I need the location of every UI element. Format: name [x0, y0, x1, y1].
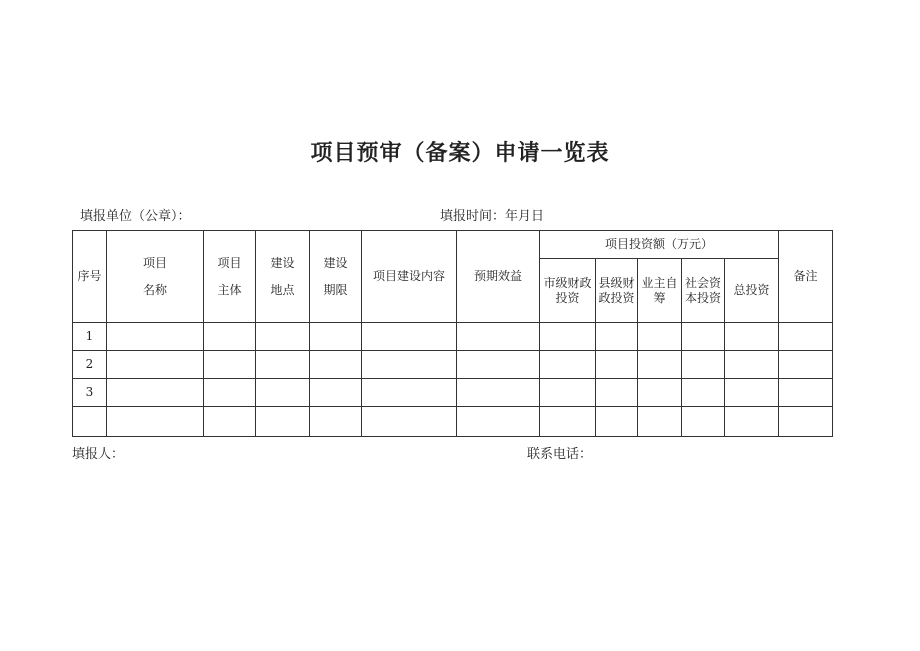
header-project-subject: 项目 主体	[204, 231, 256, 323]
page-title: 项目预审（备案）申请一览表	[310, 141, 610, 166]
unit-label: 填报单位（公章）：	[80, 209, 191, 224]
header-county-investment: 县级财 政投资	[596, 259, 638, 323]
header-build-location: 建设 地点	[256, 231, 310, 323]
header-expected-benefit: 预期效益	[457, 231, 540, 323]
header-build-content: 项目建设内容	[362, 231, 457, 323]
table-row	[73, 407, 833, 437]
table-row	[73, 379, 833, 407]
row-number: 3	[73, 379, 107, 407]
time-label: 填报时间：年月日	[440, 209, 545, 224]
header-city-investment: 市级财政 投资	[540, 259, 596, 323]
header-remark: 备注	[779, 231, 833, 323]
row-number: 2	[73, 351, 107, 379]
header-project-name: 项目 名称	[107, 231, 204, 323]
header-build-period: 建设 期限	[310, 231, 362, 323]
header-social-capital: 社会资 本投资	[682, 259, 725, 323]
row-number: 1	[73, 323, 107, 351]
table-row	[73, 323, 833, 351]
table-row	[73, 351, 833, 379]
header-total-investment: 总投资	[725, 259, 779, 323]
phone-label: 联系电话：	[527, 447, 593, 462]
row-number	[73, 407, 107, 437]
reporter-label: 填报人：	[72, 447, 125, 462]
header-investment-group: 项目投资额（万元）	[540, 231, 779, 259]
header-owner-funding: 业主自 筹	[638, 259, 682, 323]
header-seq: 序号	[73, 231, 107, 323]
project-table	[72, 230, 833, 437]
